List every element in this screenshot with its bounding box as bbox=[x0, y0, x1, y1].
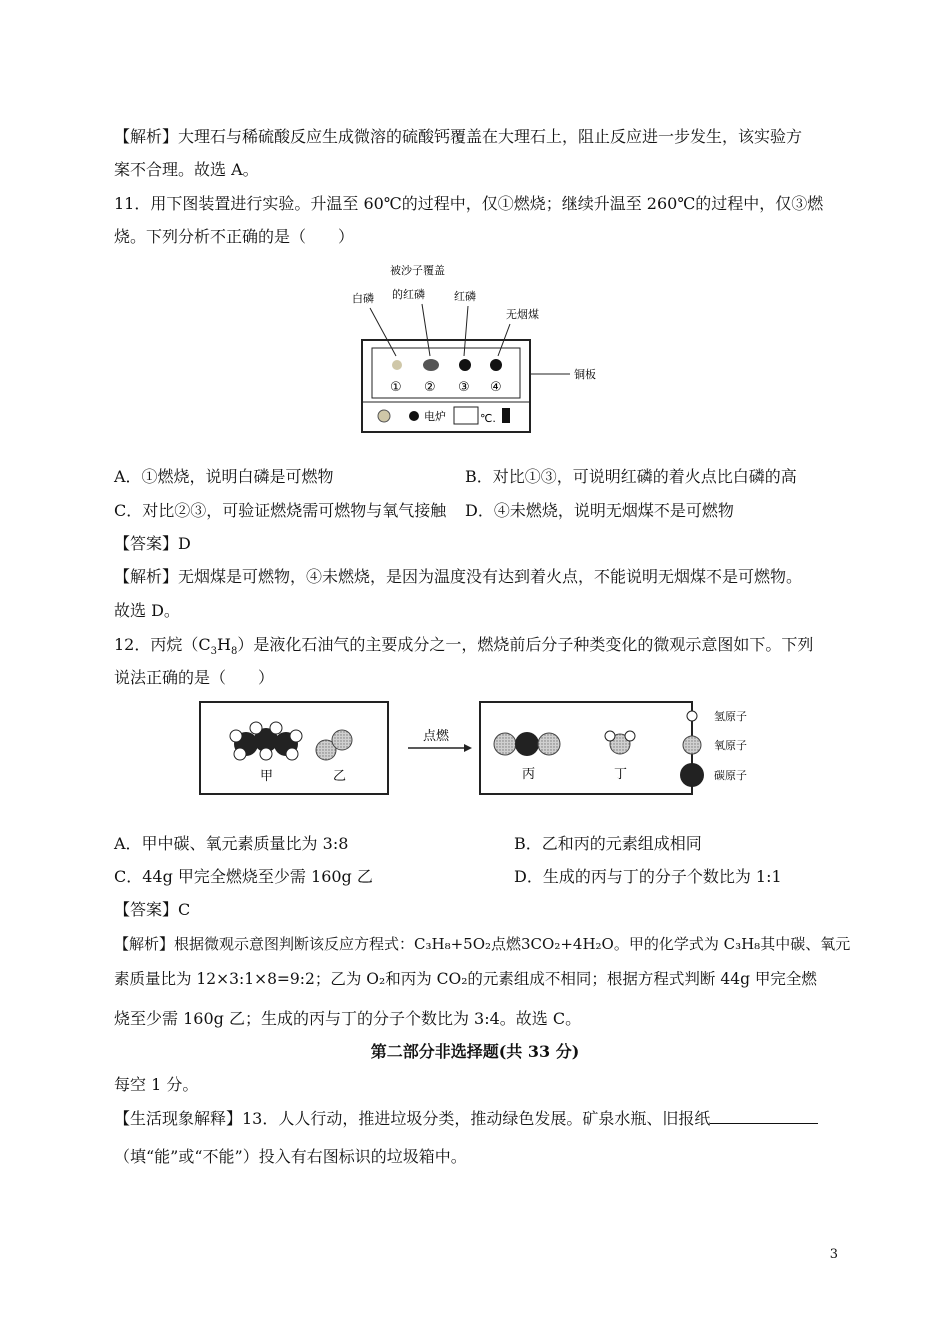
legend-carbon-label: 碳原子 bbox=[714, 769, 747, 782]
label-covered-red-phosphorus-2: 的红磷 bbox=[392, 288, 425, 301]
q12-stem-line-2: 说法正确的是（ ） bbox=[114, 668, 275, 687]
q11-stem-line-1: 11．用下图装置进行实验。升温至 60℃的过程中，仅①燃烧；继续升温至 260℃的过程中，仅③燃 bbox=[114, 194, 824, 213]
reaction-arrowhead bbox=[464, 744, 472, 752]
legend-oxygen-label: 氧原子 bbox=[714, 739, 747, 752]
sample-white-phosphorus bbox=[392, 360, 402, 370]
sample-red-phosphorus bbox=[459, 359, 471, 371]
number-2: ② bbox=[424, 380, 436, 395]
q12-option-d: D．生成的丙与丁的分子个数比为 1:1 bbox=[514, 867, 782, 886]
stove-switch-icon bbox=[502, 408, 510, 423]
q12-analysis-line-1: 【解析】根据微观示意图判断该反应方程式：C₃H₈+5O₂点燃3CO₂+4H₂O。甲的化学式为 C₃H₈其中碳、氧元 bbox=[114, 935, 851, 953]
q11-option-a: A．①燃烧，说明白磷是可燃物 bbox=[114, 467, 334, 486]
label-ding: 丁 bbox=[614, 767, 628, 782]
label-copper-plate: 铜板 bbox=[574, 368, 596, 381]
q10-analysis-line-1: 【解析】大理石与稀硫酸反应生成微溶的硫酸钙覆盖在大理石上，阻止反应进一步发生，该实验方 bbox=[114, 127, 803, 146]
q11-stem-line-2: 烧。下列分析不正确的是（ ） bbox=[114, 227, 355, 246]
stove-indicator-icon bbox=[409, 411, 419, 421]
label-electric-stove: 电炉 bbox=[424, 410, 446, 423]
q11-apparatus-figure bbox=[340, 256, 620, 456]
q13-answer-blank[interactable] bbox=[710, 1109, 818, 1124]
label-covered-red-phosphorus-1: 被沙子覆盖 bbox=[390, 264, 445, 277]
legend-oxygen-icon bbox=[683, 736, 701, 754]
q11-option-b: B．对比①③，可说明红磷的着火点比白磷的高 bbox=[465, 467, 797, 486]
part-2-heading: 第二部分非选择题(共 33 分) bbox=[370, 1042, 580, 1061]
q13-stem-line-1: 【生活现象解释】13．人人行动，推进垃圾分类，推动绿色发展。矿泉水瓶、旧报纸 bbox=[114, 1108, 818, 1130]
co2-molecule bbox=[494, 732, 560, 756]
legend-hydrogen-label: 氢原子 bbox=[714, 710, 747, 723]
temperature-display bbox=[454, 407, 478, 424]
q12-option-c: C．44g 甲完全燃烧至少需 160g 乙 bbox=[114, 867, 373, 886]
page-number: 3 bbox=[829, 1247, 838, 1262]
q12-analysis-line-2: 素质量比为 12×3:1×8=9:2；乙为 O₂和丙为 CO₂的元素组成不相同；根据方程式判断 44g 甲完全燃 bbox=[114, 970, 817, 988]
label-ignite: 点燃 bbox=[423, 729, 450, 744]
q12-molecule-figure bbox=[196, 698, 786, 802]
number-1: ① bbox=[390, 380, 402, 395]
q10-analysis-line-2: 案不合理。故选 A。 bbox=[114, 160, 259, 179]
sample-covered-red-phosphorus bbox=[423, 359, 439, 371]
sample-anthracite bbox=[490, 359, 502, 371]
label-bing: 丙 bbox=[522, 767, 536, 782]
part-2-note: 每空 1 分。 bbox=[114, 1075, 199, 1094]
q11-option-c: C．对比②③，可验证燃烧需可燃物与氧气接触 bbox=[114, 501, 447, 520]
label-anthracite: 无烟煤 bbox=[506, 308, 539, 321]
label-red-phosphorus: 红磷 bbox=[454, 290, 476, 303]
legend-carbon-icon bbox=[680, 763, 704, 787]
q13-stem-line-2: （填“能”或“不能”）投入有右图标识的垃圾箱中。 bbox=[114, 1147, 467, 1166]
leader-line-1 bbox=[370, 308, 396, 356]
label-jia: 甲 bbox=[260, 769, 274, 784]
h2o-molecule bbox=[605, 731, 635, 754]
oxygen-molecule bbox=[316, 730, 352, 760]
q11-analysis-line-1: 【解析】无烟煤是可燃物，④未燃烧，是因为温度没有达到着火点，不能说明无烟煤不是可燃物。 bbox=[114, 567, 803, 586]
label-white-phosphorus: 白磷 bbox=[352, 292, 374, 305]
label-temp-unit: ℃. bbox=[480, 412, 496, 425]
label-yi: 乙 bbox=[333, 769, 347, 784]
legend-hydrogen-icon bbox=[687, 711, 697, 721]
q12-answer: 【答案】C bbox=[114, 900, 191, 919]
stove-knob-icon bbox=[378, 410, 390, 422]
q11-answer: 【答案】D bbox=[114, 534, 191, 553]
q12-stem-line-1: 12．丙烷$(C_3H_8)$是液化石油气的主要成分之一，燃烧前后分子种类变化的微观示意图如下。下列 bbox=[114, 635, 814, 658]
q12-analysis-line-3: 烧至少需 160g 乙；生成的丙与丁的分子个数比为 3:4。故选 C。 bbox=[114, 1009, 582, 1028]
propane-molecule bbox=[230, 722, 302, 760]
q12-option-b: B．乙和丙的元素组成相同 bbox=[514, 834, 702, 853]
q11-option-d: D．④未燃烧，说明无烟煤不是可燃物 bbox=[465, 501, 734, 520]
q12-option-a: A．甲中碳、氧元素质量比为 3:8 bbox=[114, 834, 349, 853]
q11-analysis-line-2: 故选 D。 bbox=[114, 601, 180, 620]
number-3: ③ bbox=[458, 380, 470, 395]
number-4: ④ bbox=[490, 380, 502, 395]
